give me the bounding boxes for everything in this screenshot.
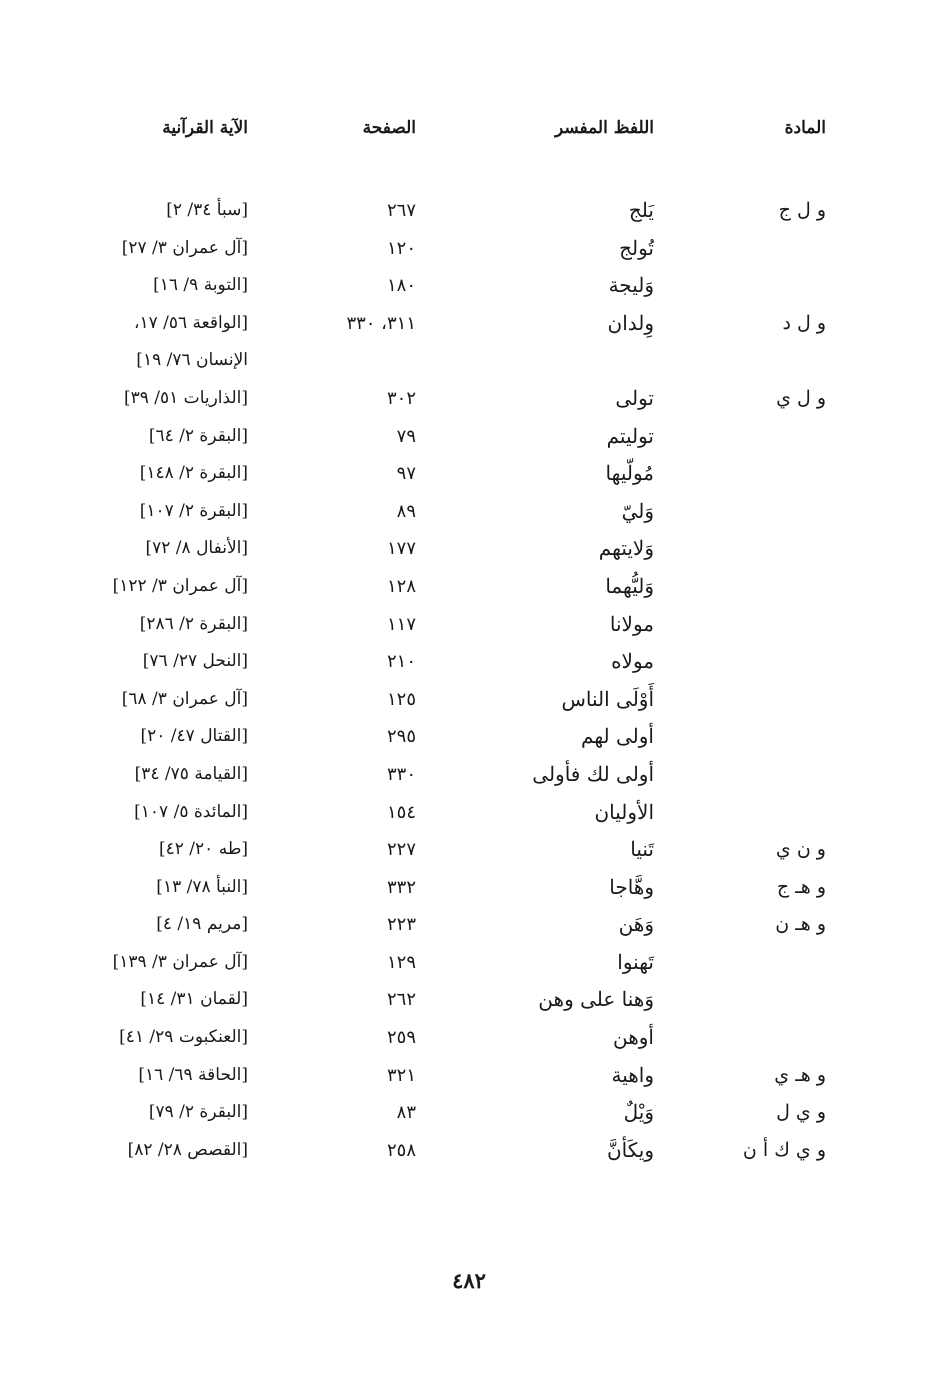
row-lafz: أولى لهم — [581, 724, 654, 749]
row-safha: ١٢٥ — [386, 688, 416, 710]
row-aya: الإنسان ٧٦/ ١٩] — [136, 350, 248, 371]
row-lafz: أولى لك فأولى — [532, 761, 654, 786]
row-aya: [النحل ٢٧/ ٧٦] — [142, 651, 248, 672]
row-madda: و ل ي — [776, 386, 826, 409]
table-row — [0, 944, 938, 982]
row-safha: ٣١١، ٣٣٠ — [346, 312, 416, 334]
row-aya: [الواقعة ٥٦/ ١٧، — [133, 312, 248, 333]
table-row — [0, 869, 938, 907]
row-aya: [الأنفال ٨/ ٧٢] — [145, 538, 248, 559]
row-safha: ٣٣٢ — [386, 876, 416, 898]
row-lafz: وَيْلٌ — [623, 1100, 654, 1125]
row-lafz: أَوْلَى الناس — [561, 686, 654, 711]
row-aya: [سبأ ٣٤/ ٢] — [166, 200, 248, 220]
row-safha: ٢٢٣ — [386, 914, 416, 936]
row-madda: و ي ك أ ن — [742, 1138, 826, 1161]
row-aya: [آل عمران ٣/ ١٣٩] — [112, 951, 248, 972]
row-aya: [البقرة ٢/ ١٤٨] — [139, 463, 248, 484]
row-aya: [الحاقة ٦٩/ ١٦] — [138, 1064, 248, 1085]
row-lafz: مولانا — [609, 611, 654, 636]
row-aya: [آل عمران ٣/ ٦٨] — [121, 688, 248, 709]
row-safha: ٢٦٢ — [386, 989, 416, 1011]
table-row — [0, 756, 938, 794]
table-header — [0, 118, 938, 152]
table-row — [0, 1094, 938, 1132]
table-row — [0, 305, 938, 343]
row-safha: ١٢٠ — [386, 237, 416, 259]
row-lafz: توليتم — [606, 423, 654, 448]
index-table-body — [0, 192, 938, 1169]
row-safha: ١٧٧ — [386, 538, 416, 560]
table-row — [0, 606, 938, 644]
row-aya: [المائدة ٥/ ١٠٧] — [134, 801, 248, 822]
row-safha: ١٥٤ — [386, 801, 416, 823]
row-safha: ٢١٠ — [386, 651, 416, 673]
row-lafz: وِلدان — [607, 310, 654, 335]
row-lafz: واهية — [611, 1062, 654, 1087]
row-aya: [البقرة ٢/ ٢٨٦] — [139, 613, 248, 634]
row-safha: ٢٢٧ — [386, 839, 416, 861]
header-aya: الآية القرآنية — [162, 118, 248, 138]
row-safha: ٨٩ — [396, 500, 416, 522]
row-aya: [لقمان ٣١/ ١٤] — [140, 989, 248, 1010]
row-aya: [البقرة ٢/ ٦٤] — [148, 425, 248, 446]
row-madda: و ي ل — [776, 1101, 826, 1124]
row-safha: ٧٩ — [396, 425, 416, 447]
table-row — [0, 568, 938, 606]
row-lafz: أوهن — [613, 1025, 654, 1050]
row-aya: [الذاريات ٥١/ ٣٩] — [123, 387, 248, 408]
row-aya: [التوبة ٩/ ١٦] — [153, 275, 248, 296]
row-madda: و ل ج — [778, 199, 826, 221]
row-safha: ٩٧ — [396, 463, 416, 485]
header-safha: الصفحة — [362, 118, 416, 138]
row-lafz: وَهنا على وهن — [538, 987, 654, 1012]
table-row — [0, 794, 938, 832]
row-lafz: مولاه — [611, 649, 654, 674]
table-row — [0, 906, 938, 944]
header-madda: المادة — [784, 118, 826, 138]
table-row — [0, 530, 938, 568]
row-lafz: ويكَأنَّ — [606, 1137, 654, 1162]
row-safha: ١٨٠ — [386, 275, 416, 297]
row-safha: ٢٥٨ — [386, 1139, 416, 1161]
row-safha: ١١٧ — [386, 613, 416, 635]
row-lafz: وَهَن — [618, 912, 654, 937]
table-row — [0, 718, 938, 756]
table-row — [0, 981, 938, 1019]
row-safha: ٢٥٩ — [386, 1027, 416, 1049]
row-lafz: الأوليان — [594, 799, 654, 824]
row-lafz: تولى — [615, 385, 654, 410]
header-lafz: اللفظ المفسر — [554, 118, 654, 138]
table-row — [0, 643, 938, 681]
row-lafz: تَهنوا — [617, 949, 654, 974]
table-row — [0, 1057, 938, 1095]
table-row — [0, 192, 938, 230]
row-safha: ١٢٨ — [386, 575, 416, 597]
row-lafz: مُولّيها — [605, 461, 654, 486]
row-aya: [مريم ١٩/ ٤] — [156, 914, 248, 935]
table-row — [0, 455, 938, 493]
row-lafz: وَليجة — [608, 273, 654, 298]
table-row — [0, 493, 938, 531]
table-row — [0, 230, 938, 268]
page-number: ٤٨٢ — [452, 1268, 486, 1293]
row-aya: [القصص ٢٨/ ٨٢] — [127, 1139, 248, 1160]
row-safha: ٢٩٥ — [386, 726, 416, 748]
row-safha: ٣٠٢ — [386, 387, 416, 409]
table-row — [0, 1132, 938, 1170]
table-row — [0, 380, 938, 418]
row-aya: [القتال ٤٧/ ٢٠] — [140, 726, 248, 747]
row-lafz: يَلج — [628, 198, 654, 222]
row-madda: و هـ ي — [774, 1063, 826, 1086]
row-lafz: وهَّاجا — [609, 874, 654, 899]
row-safha: ٢٦٧ — [386, 200, 416, 221]
row-madda: و ل د — [782, 311, 826, 334]
row-safha: ٣٣٠ — [386, 763, 416, 785]
table-row — [0, 1019, 938, 1057]
table-row — [0, 342, 938, 380]
row-lafz: وَليّ — [621, 498, 654, 523]
row-madda: و ن ي — [775, 838, 826, 861]
row-lafz: تَنيا — [630, 837, 654, 862]
row-aya: [النبأ ٧٨/ ١٣] — [156, 876, 248, 897]
row-aya: [البقرة ٢/ ١٠٧] — [139, 500, 248, 521]
table-row — [0, 681, 938, 719]
table-row — [0, 267, 938, 305]
row-aya: [العنكبوت ٢٩/ ٤١] — [119, 1027, 248, 1048]
row-madda: و هـ ج — [776, 875, 826, 898]
table-row — [0, 418, 938, 456]
row-aya: [آل عمران ٣/ ٢٧] — [121, 237, 248, 258]
row-safha: ٨٣ — [396, 1102, 416, 1124]
row-madda: و هـ ن — [775, 913, 826, 936]
row-aya: [طه ٢٠/ ٤٢] — [159, 839, 248, 860]
row-lafz: وَليُّهما — [605, 573, 654, 598]
row-safha: ١٢٩ — [386, 951, 416, 973]
row-safha: ٣٢١ — [386, 1064, 416, 1086]
table-row — [0, 831, 938, 869]
row-aya: [القيامة ٧٥/ ٣٤] — [134, 763, 248, 784]
row-aya: [آل عمران ٣/ ١٢٢] — [112, 575, 248, 596]
row-aya: [البقرة ٢/ ٧٩] — [148, 1102, 248, 1123]
row-lafz: وَلايتهم — [598, 536, 654, 561]
row-lafz: تُولج — [619, 235, 654, 260]
